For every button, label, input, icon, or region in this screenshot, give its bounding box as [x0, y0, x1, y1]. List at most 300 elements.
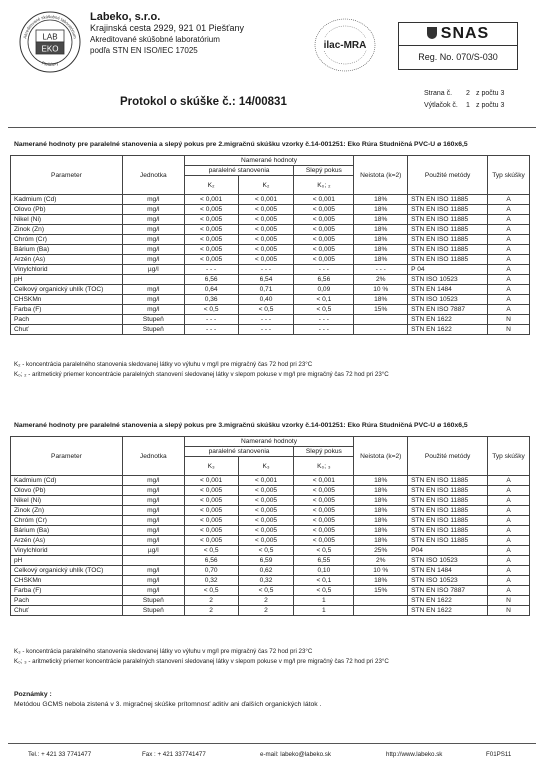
table-row — [11, 235, 530, 245]
table-row — [11, 526, 530, 536]
cell-parameter: CHSKMn — [11, 295, 123, 305]
cell-test-type: A — [488, 566, 530, 576]
cell-method: STN EN ISO 11885 — [408, 516, 488, 526]
cell-test-type: A — [488, 225, 530, 235]
cell-unit: mg/l — [122, 516, 184, 526]
table-row — [11, 225, 530, 235]
table-row — [11, 245, 530, 255]
cell-blank: < 0,005 — [294, 225, 354, 235]
cell-parameter: Kadmium (Cd) — [11, 195, 123, 205]
section1-note-2: K₀; ₂ - aritmetický priemer koncentrácie paralelných stanovení sledovanej látky v slepom pokuse v mg/l pre migračný čas 72 hod pri 23°C — [14, 371, 389, 378]
cell-unit: mg/l — [122, 586, 184, 596]
cell-blank: < 0,001 — [294, 195, 354, 205]
cell-blank: < 0,5 — [294, 305, 354, 315]
header-test-type: Typ skúšky — [488, 156, 530, 195]
cell-parallel-1: - - - — [184, 325, 238, 335]
cell-unit: Stupeň — [122, 606, 184, 616]
cell-blank: < 0,005 — [294, 536, 354, 546]
cell-test-type: A — [488, 546, 530, 556]
cell-unit: mg/l — [122, 235, 184, 245]
cell-test-type: A — [488, 516, 530, 526]
cell-parallel-1: < 0,005 — [184, 516, 238, 526]
cell-parallel-2: < 0,5 — [238, 305, 294, 315]
company-name: Labeko, s.r.o. — [90, 11, 161, 23]
cell-test-type: A — [488, 265, 530, 275]
cell-uncertainty: 18% — [354, 205, 408, 215]
header-k1: K₃ — [184, 457, 238, 476]
cell-blank: < 0,005 — [294, 215, 354, 225]
header-parallel: paralelné stanovenia — [184, 166, 294, 176]
cell-uncertainty: 18% — [354, 496, 408, 506]
cell-parallel-2: < 0,005 — [238, 215, 294, 225]
cell-parallel-1: < 0,001 — [184, 476, 238, 486]
cell-method: STN EN ISO 11885 — [408, 496, 488, 506]
snas-header — [399, 23, 517, 46]
cell-unit: mg/l — [122, 195, 184, 205]
cell-test-type: A — [488, 536, 530, 546]
cell-uncertainty — [354, 606, 408, 616]
copy-label: Výtlačok č. — [424, 102, 458, 109]
cell-uncertainty: 18% — [354, 476, 408, 486]
cell-blank: < 0,5 — [294, 546, 354, 556]
cell-method: STN EN 1484 — [408, 285, 488, 295]
cell-method: STN ISO 10523 — [408, 275, 488, 285]
section1-note-1: K₂ - koncentrácia paralelného stanovenia sledovanej látky vo výluhu v mg/l pre migračný čas 72 hod pri 23°C — [14, 361, 313, 368]
cell-blank: < 0,1 — [294, 295, 354, 305]
section2-note-2: K₀; ₃ - aritmetický priemer koncentrácie paralelných stanovení sledovanej látky v slepom pokuse v mg/l pre migračný čas 72 hod pri 23°C — [14, 658, 389, 665]
cell-blank: 6,56 — [294, 275, 354, 285]
section1-title: Namerané hodnoty pre paralelné stanovenia a slepý pokus pre 2.migračnú skúšku vzorky č.14-001251: Eko Rúra Studničná PVC-U ø 160x6,5 — [14, 141, 468, 148]
header-uncertainty: Neistota (k=2) — [354, 156, 408, 195]
cell-parameter: Farba (F) — [11, 586, 123, 596]
cell-blank: 1 — [294, 606, 354, 616]
section2-note-1: K₃ - koncentrácia paralelného stanovenia sledovanej látky vo výluhu v mg/l pre migračný čas 72 hod pri 23°C — [14, 648, 313, 655]
header-unit: Jednotka — [122, 156, 184, 195]
cell-method: P04 — [408, 546, 488, 556]
snas-reg-no: Reg. No. 070/S-030 — [418, 52, 498, 62]
cell-uncertainty: 18% — [354, 295, 408, 305]
table-row — [11, 215, 530, 225]
snas-crest-icon — [427, 27, 437, 39]
cell-test-type: A — [488, 305, 530, 315]
company-accreditation: Akreditované skúšobné laboratórium — [90, 35, 220, 44]
cell-uncertainty: 10 % — [354, 566, 408, 576]
header-kb: K₀; ₃ — [294, 457, 354, 476]
cell-test-type: A — [488, 235, 530, 245]
cell-method: STN EN 1622 — [408, 315, 488, 325]
cell-uncertainty: 18% — [354, 195, 408, 205]
header-method: Použité metódy — [408, 437, 488, 476]
header-uncertainty: Neistota (k=2) — [354, 437, 408, 476]
cell-method: STN EN ISO 11885 — [408, 526, 488, 536]
cell-unit: mg/l — [122, 305, 184, 315]
cell-uncertainty: 18% — [354, 506, 408, 516]
cell-parameter: Arzén (As) — [11, 255, 123, 265]
cell-parallel-1: 2 — [184, 596, 238, 606]
cell-unit: mg/l — [122, 496, 184, 506]
cell-method: STN EN 1484 — [408, 566, 488, 576]
cell-parallel-1: < 0,5 — [184, 305, 238, 315]
cell-test-type: N — [488, 606, 530, 616]
cell-unit — [122, 275, 184, 285]
cell-unit: mg/l — [122, 506, 184, 516]
copy-total: z počtu 3 — [476, 102, 505, 109]
table-row — [11, 305, 530, 315]
cell-parameter: Chróm (Cr) — [11, 516, 123, 526]
footer-email[interactable]: e-mail: labeko@labeko.sk — [260, 751, 331, 758]
cell-parameter: Farba (F) — [11, 305, 123, 315]
cell-parallel-1: 2 — [184, 606, 238, 616]
company-standard: podľa STN EN ISO/IEC 17025 — [90, 46, 198, 55]
cell-parameter: Nikel (Ni) — [11, 496, 123, 506]
cell-parallel-2: < 0,005 — [238, 486, 294, 496]
cell-test-type: A — [488, 526, 530, 536]
table-row — [11, 566, 530, 576]
logo-lab-text: LAB — [42, 32, 58, 42]
cell-parameter: Kadmium (Cd) — [11, 476, 123, 486]
header-blank: Slepý pokus — [294, 447, 354, 457]
cell-uncertainty — [354, 596, 408, 606]
cell-parameter: Celkový organický uhlík (TOC) — [11, 285, 123, 295]
cell-test-type: A — [488, 576, 530, 586]
page-label: Strana č. — [424, 90, 453, 97]
cell-parameter: Chuť — [11, 325, 123, 335]
table-row — [11, 486, 530, 496]
cell-parallel-2: < 0,005 — [238, 496, 294, 506]
header-k2: K₃ — [238, 457, 294, 476]
cell-uncertainty: 18% — [354, 245, 408, 255]
page-info — [424, 88, 504, 112]
svg-text:Piešťany — [41, 60, 60, 67]
cell-unit: mg/l — [122, 576, 184, 586]
cell-blank: < 0,005 — [294, 486, 354, 496]
cell-unit: Stupeň — [122, 325, 184, 335]
logo-eko-text: EKO — [41, 44, 59, 54]
cell-uncertainty: 18% — [354, 255, 408, 265]
cell-uncertainty: 18% — [354, 536, 408, 546]
cell-unit: mg/l — [122, 476, 184, 486]
cell-blank: < 0,005 — [294, 235, 354, 245]
cell-parallel-2: - - - — [238, 325, 294, 335]
cell-parallel-2: < 0,001 — [238, 476, 294, 486]
cell-unit: Stupeň — [122, 596, 184, 606]
cell-unit: mg/l — [122, 526, 184, 536]
cell-method: STN ISO 10523 — [408, 295, 488, 305]
cell-uncertainty: 25% — [354, 546, 408, 556]
cell-blank: < 0,005 — [294, 506, 354, 516]
table-row — [11, 205, 530, 215]
cell-blank: < 0,005 — [294, 205, 354, 215]
cell-parallel-1: 0,70 — [184, 566, 238, 576]
cell-method: STN EN 1622 — [408, 596, 488, 606]
cell-test-type: N — [488, 596, 530, 606]
cell-parallel-2: < 0,001 — [238, 195, 294, 205]
cell-test-type: A — [488, 506, 530, 516]
cell-parameter: Nikel (Ni) — [11, 215, 123, 225]
table-row — [11, 516, 530, 526]
cell-parallel-2: < 0,5 — [238, 586, 294, 596]
cell-parameter: Zinok (Zn) — [11, 225, 123, 235]
header-parameter: Parameter — [11, 156, 123, 195]
cell-uncertainty — [354, 325, 408, 335]
cell-test-type: A — [488, 255, 530, 265]
header-measured: Namerané hodnoty — [184, 156, 354, 166]
cell-uncertainty: 18% — [354, 486, 408, 496]
cell-unit: mg/l — [122, 486, 184, 496]
table-row — [11, 606, 530, 616]
cell-parallel-2: 2 — [238, 596, 294, 606]
cell-parallel-1: < 0,5 — [184, 546, 238, 556]
cell-method: STN EN ISO 11885 — [408, 205, 488, 215]
cell-blank: < 0,005 — [294, 516, 354, 526]
cell-unit: mg/l — [122, 215, 184, 225]
cell-method: STN EN ISO 7887 — [408, 586, 488, 596]
cell-parallel-1: < 0,005 — [184, 215, 238, 225]
cell-test-type: A — [488, 275, 530, 285]
header-parallel: paralelné stanovenia — [184, 447, 294, 457]
cell-parameter: Olovo (Pb) — [11, 205, 123, 215]
cell-parallel-2: 0,40 — [238, 295, 294, 305]
cell-parameter: Chróm (Cr) — [11, 235, 123, 245]
table-row — [11, 586, 530, 596]
cell-blank: < 0,5 — [294, 586, 354, 596]
cell-blank: 1 — [294, 596, 354, 606]
cell-parallel-2: 2 — [238, 606, 294, 616]
cell-unit — [122, 556, 184, 566]
cell-uncertainty: 2% — [354, 275, 408, 285]
cell-unit: mg/l — [122, 225, 184, 235]
cell-unit: mg/l — [122, 205, 184, 215]
cell-parameter: CHSKMn — [11, 576, 123, 586]
table-row — [11, 596, 530, 606]
snas-box — [398, 22, 518, 70]
cell-parallel-1: < 0,001 — [184, 195, 238, 205]
cell-uncertainty: 18% — [354, 576, 408, 586]
table-row — [11, 275, 530, 285]
cell-parallel-1: < 0,005 — [184, 255, 238, 265]
company-address: Krajinská cesta 2929, 921 01 Piešťany — [90, 23, 244, 33]
cell-parallel-2: < 0,005 — [238, 506, 294, 516]
cell-uncertainty: 18% — [354, 235, 408, 245]
company-block — [90, 12, 244, 56]
header-parameter: Parameter — [11, 437, 123, 476]
cell-parameter: pH — [11, 275, 123, 285]
cell-parameter: Vinylchlorid — [11, 546, 123, 556]
table-row — [11, 315, 530, 325]
cell-unit: mg/l — [122, 255, 184, 265]
cell-parallel-1: - - - — [184, 315, 238, 325]
cell-method: STN EN 1622 — [408, 325, 488, 335]
cell-method: STN EN ISO 11885 — [408, 225, 488, 235]
cell-parallel-1: 6,56 — [184, 275, 238, 285]
cell-test-type: A — [488, 486, 530, 496]
cell-parallel-2: < 0,005 — [238, 516, 294, 526]
table-row — [11, 476, 530, 486]
cell-parameter: Chuť — [11, 606, 123, 616]
cell-parallel-1: < 0,005 — [184, 205, 238, 215]
header-test-type: Typ skúšky — [488, 437, 530, 476]
cell-parallel-2: 0,71 — [238, 285, 294, 295]
cell-parallel-1: < 0,005 — [184, 526, 238, 536]
cell-method: STN EN ISO 11885 — [408, 476, 488, 486]
cell-parallel-1: < 0,005 — [184, 235, 238, 245]
cell-parallel-1: < 0,005 — [184, 506, 238, 516]
cell-parallel-1: < 0,005 — [184, 536, 238, 546]
cell-parallel-2: 6,59 — [238, 556, 294, 566]
cell-test-type: A — [488, 285, 530, 295]
cell-method: STN EN ISO 11885 — [408, 255, 488, 265]
cell-unit: µg/l — [122, 265, 184, 275]
cell-blank: < 0,005 — [294, 245, 354, 255]
protocol-title: Protokol o skúške č.: 14/00831 — [120, 96, 287, 108]
section2-title: Namerané hodnoty pre paralelné stanovenia a slepý pokus pre 3.migračnú skúšku vzorky č.14-001251: Eko Rúra Studničná PVC-U ø 160x6,5 — [14, 422, 468, 429]
cell-uncertainty — [354, 315, 408, 325]
header-method: Použité metódy — [408, 156, 488, 195]
cell-test-type: A — [488, 586, 530, 596]
remarks-text: Metódou GCMS nebola zistená v 3. migračnej skúške prítomnosť aditív ani ďalších organických látok . — [14, 701, 322, 708]
cell-uncertainty: 15% — [354, 305, 408, 315]
cell-test-type: A — [488, 205, 530, 215]
cell-unit: µg/l — [122, 546, 184, 556]
cell-parameter: Bárium (Ba) — [11, 526, 123, 536]
cell-method: STN EN ISO 11885 — [408, 235, 488, 245]
cell-blank: 0,09 — [294, 285, 354, 295]
cell-unit: mg/l — [122, 295, 184, 305]
table-row — [11, 325, 530, 335]
footer-fax: Fax : + 421 337741477 — [142, 751, 206, 758]
cell-blank: - - - — [294, 265, 354, 275]
cell-parameter: Arzén (As) — [11, 536, 123, 546]
cell-method: STN EN ISO 7887 — [408, 305, 488, 315]
cell-parallel-2: < 0,005 — [238, 245, 294, 255]
page-total: z počtu 3 — [476, 90, 505, 97]
divider-footer — [8, 743, 536, 744]
cell-blank: 0,10 — [294, 566, 354, 576]
cell-parallel-2: 0,32 — [238, 576, 294, 586]
section2-table — [10, 436, 530, 616]
table-row — [11, 195, 530, 205]
cell-unit: mg/l — [122, 566, 184, 576]
cell-method: STN EN ISO 11885 — [408, 506, 488, 516]
cell-method: STN EN 1622 — [408, 606, 488, 616]
header-kb: K₀; ₂ — [294, 176, 354, 195]
cell-unit: mg/l — [122, 536, 184, 546]
cell-parallel-1: - - - — [184, 265, 238, 275]
cell-parallel-2: 6,54 — [238, 275, 294, 285]
cell-uncertainty: 10 % — [354, 285, 408, 295]
cell-parallel-1: < 0,5 — [184, 586, 238, 596]
cell-blank: < 0,1 — [294, 576, 354, 586]
footer-form-code: F01PS11 — [486, 751, 512, 758]
cell-blank: - - - — [294, 315, 354, 325]
table-row — [11, 546, 530, 556]
cell-parallel-2: < 0,5 — [238, 546, 294, 556]
cell-uncertainty: 18% — [354, 215, 408, 225]
cell-blank: < 0,001 — [294, 476, 354, 486]
table-row — [11, 536, 530, 546]
cell-unit: Stupeň — [122, 315, 184, 325]
cell-test-type: A — [488, 476, 530, 486]
table-row — [11, 506, 530, 516]
cell-test-type: A — [488, 496, 530, 506]
cell-parallel-2: < 0,005 — [238, 536, 294, 546]
cell-parallel-1: 0,64 — [184, 285, 238, 295]
divider-top — [8, 127, 536, 128]
cell-uncertainty: - - - — [354, 265, 408, 275]
table-row — [11, 255, 530, 265]
cell-parallel-2: - - - — [238, 265, 294, 275]
cell-parallel-2: - - - — [238, 315, 294, 325]
section1-table — [10, 155, 530, 335]
cell-parallel-2: 0,62 — [238, 566, 294, 576]
header-k1: K₂ — [184, 176, 238, 195]
page-number: 2 — [466, 90, 470, 97]
cell-parallel-2: < 0,005 — [238, 205, 294, 215]
table-row — [11, 576, 530, 586]
cell-parameter: Olovo (Pb) — [11, 486, 123, 496]
logo-ring-text: Akreditované skúšobné laboratórium — [22, 13, 78, 40]
cell-method: STN EN ISO 11885 — [408, 486, 488, 496]
header-unit: Jednotka — [122, 437, 184, 476]
cell-parallel-1: < 0,005 — [184, 496, 238, 506]
copy-number: 1 — [466, 102, 470, 109]
cell-parallel-1: 0,36 — [184, 295, 238, 305]
cell-parallel-1: 6,56 — [184, 556, 238, 566]
header-blank: Slepý pokus — [294, 166, 354, 176]
cell-method: STN EN ISO 11885 — [408, 215, 488, 225]
cell-unit: mg/l — [122, 245, 184, 255]
cell-test-type: N — [488, 315, 530, 325]
cell-method: STN EN ISO 11885 — [408, 195, 488, 205]
cell-blank: < 0,005 — [294, 496, 354, 506]
cell-test-type: A — [488, 195, 530, 205]
footer-tel: Tel.: + 421 33 7741477 — [28, 751, 92, 758]
ilac-mra-logo — [312, 16, 378, 74]
ilac-mra-text: ilac-MRA — [323, 40, 367, 51]
cell-parameter: Vinylchlorid — [11, 265, 123, 275]
cell-parameter: Bárium (Ba) — [11, 245, 123, 255]
table-row — [11, 556, 530, 566]
cell-blank: - - - — [294, 325, 354, 335]
cell-uncertainty: 18% — [354, 225, 408, 235]
cell-method: STN EN ISO 11885 — [408, 536, 488, 546]
cell-method: P 04 — [408, 265, 488, 275]
cell-parameter: pH — [11, 556, 123, 566]
cell-parallel-2: < 0,005 — [238, 235, 294, 245]
cell-blank: 6,55 — [294, 556, 354, 566]
cell-test-type: N — [488, 325, 530, 335]
cell-unit: mg/l — [122, 285, 184, 295]
cell-blank: < 0,005 — [294, 526, 354, 536]
cell-uncertainty: 2% — [354, 556, 408, 566]
cell-method: STN ISO 10523 — [408, 556, 488, 566]
header-k2: K₂ — [238, 176, 294, 195]
cell-parallel-1: < 0,005 — [184, 225, 238, 235]
table-row — [11, 265, 530, 275]
table-row — [11, 285, 530, 295]
cell-uncertainty: 18% — [354, 526, 408, 536]
cell-parallel-2: < 0,005 — [238, 255, 294, 265]
table-row — [11, 496, 530, 506]
footer-website-link[interactable]: http://www.labeko.sk — [386, 751, 443, 758]
snas-name: SNAS — [440, 25, 490, 42]
cell-parallel-1: < 0,005 — [184, 245, 238, 255]
cell-test-type: A — [488, 295, 530, 305]
header-measured: Namerané hodnoty — [184, 437, 354, 447]
labeko-logo — [18, 10, 82, 74]
cell-uncertainty: 15% — [354, 586, 408, 596]
cell-test-type: A — [488, 556, 530, 566]
